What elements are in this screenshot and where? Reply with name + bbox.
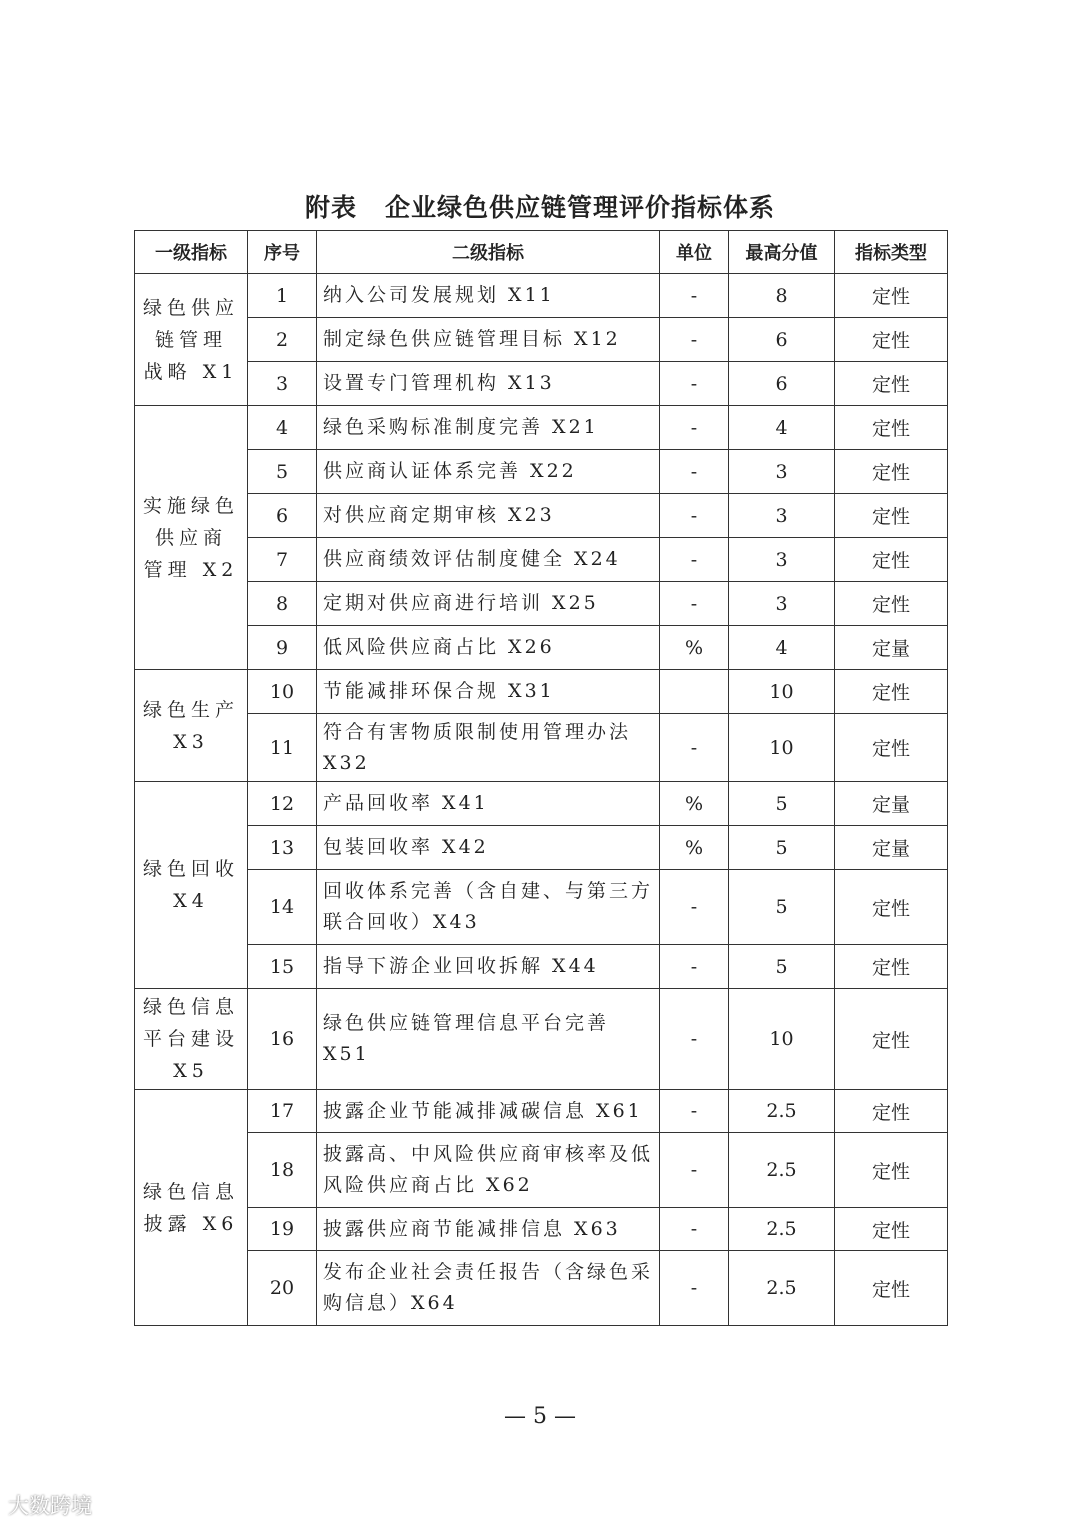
row-number: 10 (248, 670, 317, 714)
unit: - (660, 1133, 729, 1208)
unit: - (660, 494, 729, 538)
indicator-name: 设置专门管理机构 X13 (317, 362, 660, 406)
indicator-name: 产品回收率 X41 (317, 782, 660, 826)
indicator-name: 披露供应商节能减排信息 X63 (317, 1208, 660, 1251)
row-number: 15 (248, 945, 317, 989)
max-score: 3 (729, 494, 835, 538)
row-number: 9 (248, 626, 317, 670)
group-label: 绿色供应 链管理 战略 X1 (135, 274, 248, 406)
table-row (135, 870, 948, 945)
group-label: 绿色生产 X3 (135, 670, 248, 782)
indicator-name: 节能减排环保合规 X31 (317, 670, 660, 714)
max-score: 10 (729, 989, 835, 1090)
unit: - (660, 450, 729, 494)
table-row (135, 714, 948, 782)
indicator-name: 绿色供应链管理信息平台完善 X51 (317, 989, 660, 1090)
header-type: 指标类型 (835, 231, 948, 274)
group-label: 绿色回收 X4 (135, 782, 248, 989)
unit: - (660, 274, 729, 318)
indicator-name: 指导下游企业回收拆解 X44 (317, 945, 660, 989)
max-score: 10 (729, 670, 835, 714)
max-score: 2.5 (729, 1251, 835, 1326)
unit: - (660, 1251, 729, 1326)
title-text: 企业绿色供应链管理评价指标体系 (385, 193, 776, 222)
unit: - (660, 1208, 729, 1251)
max-score: 5 (729, 826, 835, 870)
table-row (135, 782, 948, 826)
max-score: 2.5 (729, 1208, 835, 1251)
unit: - (660, 538, 729, 582)
max-score: 5 (729, 782, 835, 826)
indicator-name: 绿色采购标准制度完善 X21 (317, 406, 660, 450)
indicator-type: 定性 (835, 274, 948, 318)
page-title (0, 188, 1080, 224)
indicator-type: 定性 (835, 494, 948, 538)
table-row (135, 1133, 948, 1208)
row-number: 18 (248, 1133, 317, 1208)
unit: % (660, 826, 729, 870)
unit: % (660, 782, 729, 826)
row-number: 7 (248, 538, 317, 582)
table-row (135, 826, 948, 870)
max-score: 3 (729, 582, 835, 626)
indicator-name: 纳入公司发展规划 X11 (317, 274, 660, 318)
table-row (135, 989, 948, 1090)
unit: - (660, 714, 729, 782)
row-number: 1 (248, 274, 317, 318)
indicator-name: 发布企业社会责任报告（含绿色采购信息）X64 (317, 1251, 660, 1326)
unit: - (660, 582, 729, 626)
indicator-name: 供应商认证体系完善 X22 (317, 450, 660, 494)
max-score: 4 (729, 406, 835, 450)
table-row (135, 1251, 948, 1326)
indicator-name: 定期对供应商进行培训 X25 (317, 582, 660, 626)
indicator-type: 定性 (835, 582, 948, 626)
unit: - (660, 945, 729, 989)
indicator-type: 定性 (835, 406, 948, 450)
indicator-type: 定量 (835, 626, 948, 670)
unit: - (660, 1090, 729, 1133)
row-number: 16 (248, 989, 317, 1090)
max-score: 6 (729, 362, 835, 406)
indicator-name: 披露高、中风险供应商审核率及低风险供应商占比 X62 (317, 1133, 660, 1208)
indicator-type: 定性 (835, 450, 948, 494)
row-number: 14 (248, 870, 317, 945)
header-no: 序号 (248, 231, 317, 274)
unit: - (660, 989, 729, 1090)
indicator-type: 定性 (835, 1208, 948, 1251)
header-max-score: 最高分值 (729, 231, 835, 274)
unit: - (660, 406, 729, 450)
max-score: 3 (729, 538, 835, 582)
table-row (135, 626, 948, 670)
indicator-name: 回收体系完善（含自建、与第三方联合回收）X43 (317, 870, 660, 945)
indicator-type: 定性 (835, 1090, 948, 1133)
indicator-name: 对供应商定期审核 X23 (317, 494, 660, 538)
indicator-type: 定性 (835, 1251, 948, 1326)
indicator-type: 定性 (835, 945, 948, 989)
max-score: 2.5 (729, 1133, 835, 1208)
max-score: 5 (729, 870, 835, 945)
row-number: 8 (248, 582, 317, 626)
table-row (135, 945, 948, 989)
page-number: — 5 — (504, 1404, 576, 1429)
unit: - (660, 870, 729, 945)
table-row (135, 1208, 948, 1251)
indicator-type: 定量 (835, 826, 948, 870)
title-prefix: 附表 (304, 193, 357, 222)
group-label: 实施绿色 供应商 管理 X2 (135, 406, 248, 670)
row-number: 5 (248, 450, 317, 494)
table-row (135, 494, 948, 538)
row-number: 6 (248, 494, 317, 538)
indicator-name: 供应商绩效评估制度健全 X24 (317, 538, 660, 582)
unit (660, 670, 729, 714)
row-number: 2 (248, 318, 317, 362)
table-row (135, 1090, 948, 1133)
row-number: 19 (248, 1208, 317, 1251)
max-score: 4 (729, 626, 835, 670)
max-score: 10 (729, 714, 835, 782)
indicator-name: 披露企业节能减排减碳信息 X61 (317, 1090, 660, 1133)
indicator-type: 定性 (835, 318, 948, 362)
table-row (135, 406, 948, 450)
indicator-type: 定量 (835, 782, 948, 826)
group-label: 绿色信息 平台建设 X5 (135, 989, 248, 1090)
indicator-name: 包装回收率 X42 (317, 826, 660, 870)
table-row (135, 362, 948, 406)
unit: % (660, 626, 729, 670)
max-score: 5 (729, 945, 835, 989)
row-number: 11 (248, 714, 317, 782)
row-number: 20 (248, 1251, 317, 1326)
indicator-type: 定性 (835, 670, 948, 714)
table-row (135, 450, 948, 494)
max-score: 6 (729, 318, 835, 362)
indicator-name: 低风险供应商占比 X26 (317, 626, 660, 670)
table-row (135, 670, 948, 714)
header-unit: 单位 (660, 231, 729, 274)
indicator-type: 定性 (835, 714, 948, 782)
indicator-table (134, 230, 948, 1326)
header-level1: 一级指标 (135, 231, 248, 274)
indicator-type: 定性 (835, 362, 948, 406)
indicator-name: 符合有害物质限制使用管理办法 X32 (317, 714, 660, 782)
watermark-logo: 大数跨境 (8, 1494, 92, 1518)
max-score: 3 (729, 450, 835, 494)
indicator-name: 制定绿色供应链管理目标 X12 (317, 318, 660, 362)
row-number: 4 (248, 406, 317, 450)
table-header (135, 231, 948, 274)
indicator-type: 定性 (835, 870, 948, 945)
indicator-type: 定性 (835, 1133, 948, 1208)
indicator-type: 定性 (835, 538, 948, 582)
unit: - (660, 362, 729, 406)
indicator-type: 定性 (835, 989, 948, 1090)
header-level2: 二级指标 (317, 231, 660, 274)
unit: - (660, 318, 729, 362)
table-row (135, 582, 948, 626)
table-row (135, 318, 948, 362)
group-label: 绿色信息 披露 X6 (135, 1090, 248, 1326)
row-number: 3 (248, 362, 317, 406)
table-row (135, 538, 948, 582)
row-number: 12 (248, 782, 317, 826)
row-number: 17 (248, 1090, 317, 1133)
row-number: 13 (248, 826, 317, 870)
table-row (135, 274, 948, 318)
max-score: 2.5 (729, 1090, 835, 1133)
max-score: 8 (729, 274, 835, 318)
